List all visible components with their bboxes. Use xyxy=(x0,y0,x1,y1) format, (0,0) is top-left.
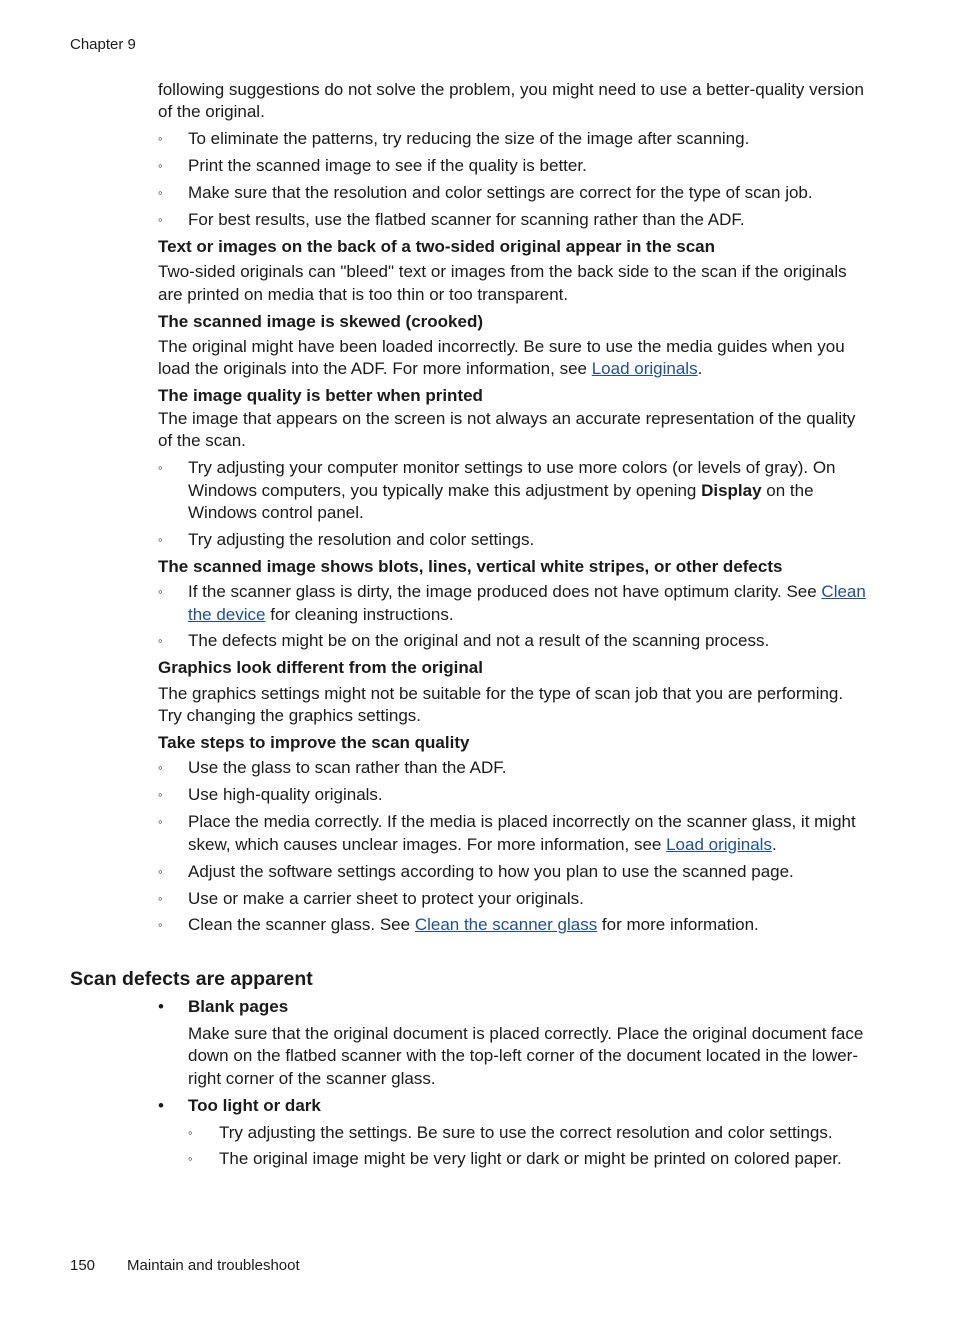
circle-bullet-icon: ◦ xyxy=(188,1151,193,1167)
list-item: ◦ The original image might be very light or dark or might be printed on colored paper. xyxy=(188,1148,870,1170)
list-item: ◦ Print the scanned image to see if the quality is better. xyxy=(158,155,868,177)
intro-bullet-list xyxy=(158,128,868,231)
main-content xyxy=(158,79,868,941)
list-item: ◦ Use high-quality originals. xyxy=(158,784,868,806)
chapter-header: Chapter 9 xyxy=(70,36,136,53)
too-light-dark-bullet-list xyxy=(188,1122,870,1171)
circle-bullet-icon: ◦ xyxy=(158,863,163,879)
bullet-dot-icon: • xyxy=(158,997,164,1016)
scan-defects-section xyxy=(70,966,870,1175)
circle-bullet-icon: ◦ xyxy=(158,787,163,803)
graphics-heading: Graphics look different from the original xyxy=(158,658,483,678)
list-item: ◦ Adjust the software settings according to how you plan to use the scanned page. xyxy=(158,861,868,883)
clean-the-device-link[interactable]: Clean the device xyxy=(188,582,866,624)
blots-heading: The scanned image shows blots, lines, vertical white stripes, or other defects xyxy=(158,556,783,576)
list-item: ◦ Try adjusting the resolution and color settings. xyxy=(158,529,868,551)
two-sided-heading: Text or images on the back of a two-sided original appear in the scan xyxy=(158,236,716,256)
circle-bullet-icon: ◦ xyxy=(158,814,163,830)
circle-bullet-icon: ◦ xyxy=(158,760,163,776)
improve-heading: Take steps to improve the scan quality xyxy=(158,733,470,753)
circle-bullet-icon: ◦ xyxy=(188,1124,193,1140)
list-item: ◦ For best results, use the flatbed scanner for scanning rather than the ADF. xyxy=(158,209,868,231)
list-item xyxy=(70,996,870,1090)
load-originals-link[interactable]: Load originals xyxy=(666,834,772,854)
list-item: ◦ To eliminate the patterns, try reducing the size of the image after scanning. xyxy=(158,128,868,150)
skewed-paragraph: The original might have been loaded incorrectly. Be sure to use the media guides when you load the originals into the ADF. For more information, see Load originals. xyxy=(158,337,845,379)
bullet-dot-icon: • xyxy=(158,1095,164,1115)
circle-bullet-icon: ◦ xyxy=(158,917,163,933)
display-label: Display xyxy=(701,480,762,500)
list-item: ◦ The defects might be on the original and not a result of the scanning process. xyxy=(158,630,868,652)
circle-bullet-icon: ◦ xyxy=(158,131,163,147)
list-item: ◦ Make sure that the resolution and color settings are correct for the type of scan job. xyxy=(158,182,868,204)
printed-better-bullet-list xyxy=(158,457,868,551)
circle-bullet-icon: ◦ xyxy=(158,460,163,476)
circle-bullet-icon: ◦ xyxy=(158,633,163,649)
printed-better-paragraph: The image that appears on the screen is not always an accurate representation of the quality of the scan. xyxy=(158,408,856,451)
list-item: ◦ Use or make a carrier sheet to protect your originals. xyxy=(158,888,868,910)
page-footer xyxy=(70,1257,300,1274)
too-light-dark-title: Too light or dark xyxy=(188,1095,321,1115)
intro-paragraph: following suggestions do not solve the problem, you might need to use a better-quality version of the original. xyxy=(158,80,864,122)
list-item: ◦ Use the glass to scan rather than the ADF. xyxy=(158,757,868,779)
list-item xyxy=(70,1095,870,1171)
improve-bullet-list xyxy=(158,757,868,936)
two-sided-paragraph: Two-sided originals can "bleed" text or images from the back side to the scan if the originals are printed on media that is too thin or too transparent. xyxy=(158,262,847,304)
printed-better-heading: The image quality is better when printed xyxy=(158,386,483,406)
clean-the-scanner-glass-link[interactable]: Clean the scanner glass xyxy=(414,915,598,935)
list-item: ◦ Clean the scanner glass. See Clean the scanner glass for more information. xyxy=(158,914,868,936)
graphics-paragraph: The graphics settings might not be suitable for the type of scan job that you are performing. Try changing the graphics settings. xyxy=(158,683,844,726)
footer-section-title: Maintain and troubleshoot xyxy=(127,1257,300,1274)
list-item: ◦ Try adjusting your computer monitor settings to use more colors (or levels of gray). On Windows computers, you typically make this adjustment by opening Display on the Windows control panel. xyxy=(158,458,836,522)
circle-bullet-icon: ◦ xyxy=(158,185,163,201)
load-originals-link[interactable]: Load originals xyxy=(591,359,698,379)
scan-defects-heading: Scan defects are apparent xyxy=(70,968,313,990)
list-item: ◦ Place the media correctly. If the media is placed incorrectly on the scanner glass, it might skew, which causes unclear images. For more information, see Load originals. xyxy=(158,812,856,854)
skewed-heading: The scanned image is skewed (crooked) xyxy=(158,311,484,331)
list-item: ◦ Try adjusting the settings. Be sure to use the correct resolution and color settings. xyxy=(188,1122,870,1144)
circle-bullet-icon: ◦ xyxy=(158,531,163,547)
blank-pages-title: Blank pages xyxy=(188,997,289,1016)
circle-bullet-icon: ◦ xyxy=(158,890,163,906)
blots-bullet-list xyxy=(158,581,868,653)
page-number: 150 xyxy=(70,1257,96,1274)
blank-pages-paragraph: Make sure that the original document is placed correctly. Place the original document face down on the flatbed scanner with the top-left corner of the document located in the lower-right corner of the scanner glass. xyxy=(188,1023,864,1088)
circle-bullet-icon: ◦ xyxy=(158,212,163,228)
circle-bullet-icon: ◦ xyxy=(158,158,163,174)
circle-bullet-icon: ◦ xyxy=(158,584,163,600)
list-item: ◦ If the scanner glass is dirty, the image produced does not have optimum clarity. See Clean the device for cleaning instructions. xyxy=(158,582,866,624)
